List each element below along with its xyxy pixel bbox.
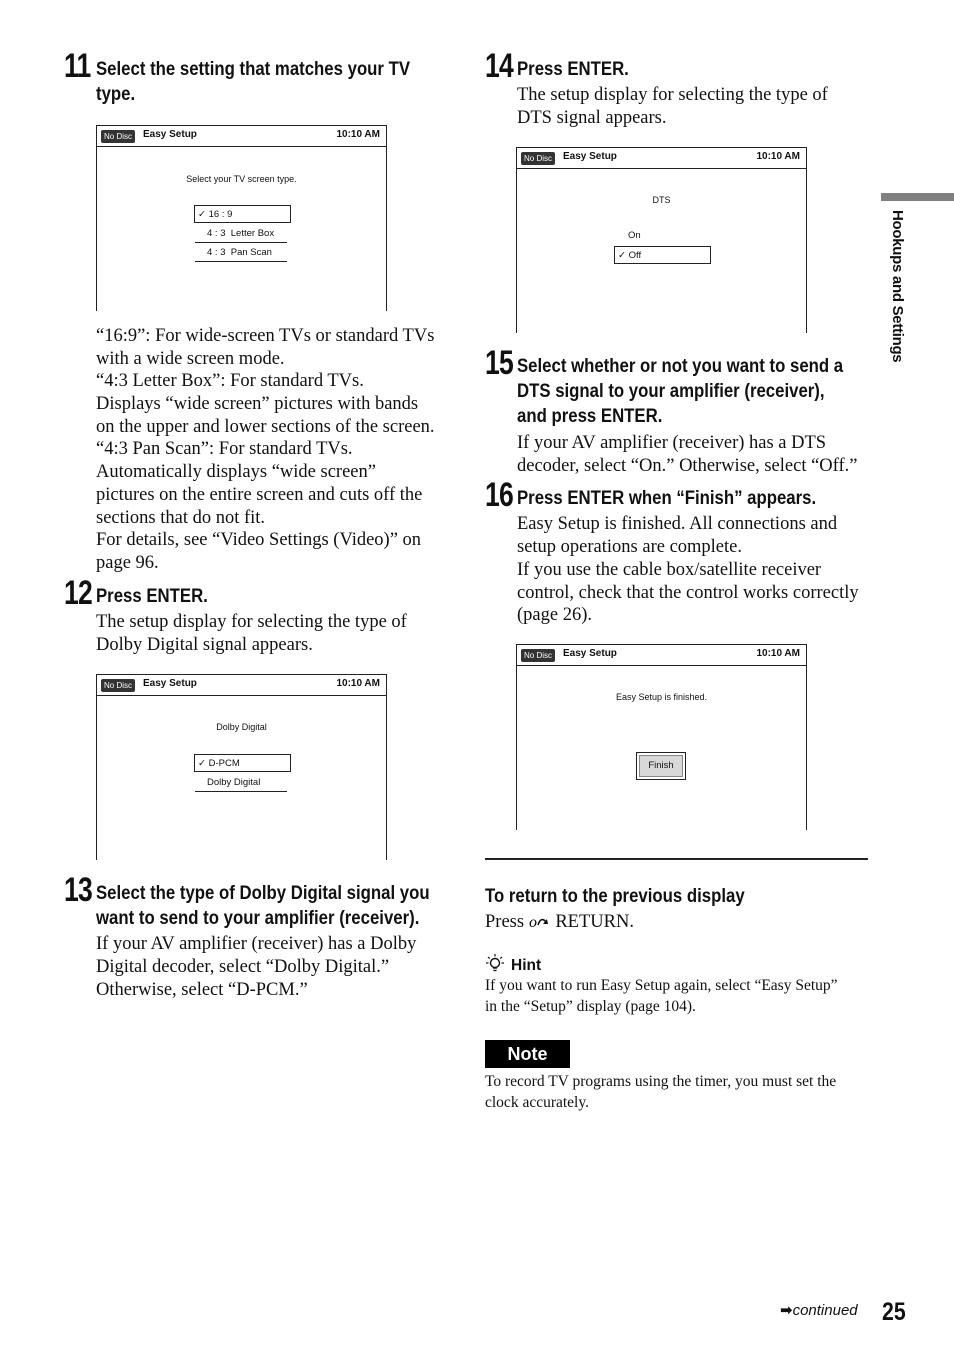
- finish-button[interactable]: [636, 752, 686, 780]
- no-disc-badge: No Disc: [521, 649, 555, 662]
- option-selected[interactable]: [194, 205, 291, 223]
- text-line: with a wide screen mode.: [96, 349, 285, 369]
- text-line: control, check that the control works correctly: [517, 583, 859, 603]
- screen-message: Dolby Digital: [216, 722, 267, 732]
- option-selected[interactable]: [614, 246, 711, 264]
- text-line: For details, see “Video Settings (Video)” on: [96, 530, 422, 550]
- screen-title: Easy Setup: [563, 648, 617, 659]
- screen-time: 10:10 AM: [336, 129, 380, 140]
- step-11-heading-line2: type.: [96, 83, 136, 105]
- step-15-heading-line3: and press ENTER.: [517, 405, 663, 427]
- text-line: pictures on the entire screen and cuts off the: [96, 485, 423, 505]
- option-pan-scan[interactable]: 4 : 3 Pan Scan: [195, 244, 287, 262]
- text-line: page 96.: [96, 553, 159, 573]
- side-tab-label: Hookups and Settings: [889, 210, 906, 363]
- step-11-heading-line1: Select the setting that matches your TV: [96, 58, 411, 80]
- text-line: Displays “wide screen” pictures with bands: [96, 394, 419, 414]
- text-line: If you use the cable box/satellite receiver: [517, 560, 822, 580]
- no-disc-badge: No Disc: [101, 679, 135, 692]
- option-letter-box[interactable]: 4 : 3 Letter Box: [195, 225, 287, 243]
- screen-time: 10:10 AM: [336, 678, 380, 689]
- step-15-body-line2: decoder, select “On.” Otherwise, select “Off.”: [517, 456, 858, 476]
- step-15-heading-line2: DTS signal to your amplifier (receiver),: [517, 380, 825, 402]
- option-label: Off: [628, 250, 642, 261]
- text-line: Automatically displays “wide screen”: [96, 462, 376, 482]
- hint-line2: in the “Setup” display (page 104).: [485, 998, 696, 1015]
- continued-marker: [780, 1301, 858, 1320]
- screen-title: Easy Setup: [143, 129, 197, 140]
- step-12-body-line1: The setup display for selecting the type of: [96, 612, 407, 632]
- option-dolby-digital[interactable]: Dolby Digital: [195, 774, 287, 792]
- section-divider: [485, 858, 868, 860]
- step-15-body-line1: If your AV amplifier (receiver) has a DTS: [517, 433, 827, 453]
- text-line: “4:3 Letter Box”: For standard TVs.: [96, 371, 364, 391]
- hint-header: [485, 953, 541, 975]
- return-heading: To return to the previous display: [485, 885, 745, 907]
- screen-message: DTS: [652, 195, 671, 205]
- step-13-body-line2: Digital decoder, select “Dolby Digital.”: [96, 957, 390, 977]
- no-disc-badge: No Disc: [521, 152, 555, 165]
- text-line: Easy Setup is finished. All connections and: [517, 514, 838, 534]
- text-line: “16:9”: For wide-screen TVs or standard TVs: [96, 326, 435, 346]
- tv-type-screen: [96, 125, 387, 311]
- finish-screen: [516, 644, 807, 830]
- step-14-number: 14: [485, 47, 513, 85]
- dts-screen: [516, 147, 807, 333]
- note-label: Note: [507, 1044, 548, 1064]
- press-text: Press: [485, 912, 525, 932]
- step-12-number: 12: [64, 574, 92, 612]
- svg-text:o: o: [528, 914, 537, 929]
- text-line: “4:3 Pan Scan”: For standard TVs.: [96, 439, 353, 459]
- option-on[interactable]: On: [628, 230, 641, 241]
- text-line: on the upper and lower sections of the screen.: [96, 417, 435, 437]
- continued-label: continued: [792, 1302, 858, 1319]
- note-line2: clock accurately.: [485, 1094, 589, 1111]
- hint-line1: If you want to run Easy Setup again, select “Easy Setup”: [485, 977, 838, 994]
- step-16-number: 16: [485, 476, 513, 514]
- screen-message: Select your TV screen type.: [186, 174, 297, 184]
- step-15-number: 15: [485, 344, 513, 382]
- step-13-heading-line2: want to send to your amplifier (receiver).: [96, 907, 420, 929]
- return-instruction: [485, 911, 634, 936]
- step-16-heading: Press ENTER when “Finish” appears.: [517, 487, 817, 509]
- step-13-body-line3: Otherwise, select “D-PCM.”: [96, 980, 308, 1000]
- screen-title-bar: [97, 126, 386, 147]
- step-15-heading-line1: Select whether or not you want to send a: [517, 355, 844, 377]
- step-13-body-line1: If your AV amplifier (receiver) has a Dolby: [96, 934, 417, 954]
- step-12-heading: Press ENTER.: [96, 585, 208, 607]
- step-13-heading-line1: Select the type of Dolby Digital signal you: [96, 882, 430, 904]
- screen-time: 10:10 AM: [756, 648, 800, 659]
- check-icon: ✓: [618, 250, 626, 261]
- step-14-body-line1: The setup display for selecting the type of: [517, 85, 828, 105]
- arrow-right-icon: ➡: [780, 1301, 793, 1319]
- text-line: setup operations are complete.: [517, 537, 742, 557]
- step-13-number: 13: [64, 871, 92, 909]
- step-11-number: 11: [64, 47, 91, 85]
- finish-button-label: Finish: [639, 755, 683, 777]
- return-icon: [529, 913, 551, 936]
- note-badge: [485, 1040, 570, 1068]
- check-icon: ✓: [198, 758, 206, 769]
- return-label: RETURN.: [555, 912, 634, 932]
- step-12-body-line2: Dolby Digital signal appears.: [96, 635, 313, 655]
- text-line: (page 26).: [517, 605, 592, 625]
- side-tab-bar: [881, 193, 954, 201]
- page-number: 25: [882, 1298, 906, 1326]
- option-label: 16 : 9: [208, 209, 233, 220]
- screen-title-bar: [517, 645, 806, 666]
- step-14-body-line2: DTS signal appears.: [517, 108, 667, 128]
- note-line1: To record TV programs using the timer, you must set the: [485, 1073, 837, 1090]
- screen-title-bar: [97, 675, 386, 696]
- step-14-heading: Press ENTER.: [517, 58, 629, 80]
- no-disc-badge: No Disc: [101, 130, 135, 143]
- option-selected[interactable]: [194, 754, 291, 772]
- screen-title: Easy Setup: [563, 151, 617, 162]
- text-line: sections that do not fit.: [96, 508, 266, 528]
- screen-message: Easy Setup is finished.: [615, 692, 708, 702]
- option-label: D-PCM: [208, 758, 240, 769]
- screen-title-bar: [517, 148, 806, 169]
- screen-time: 10:10 AM: [756, 151, 800, 162]
- hint-label: Hint: [511, 957, 542, 974]
- screen-title: Easy Setup: [143, 678, 197, 689]
- check-icon: ✓: [198, 209, 206, 220]
- dolby-digital-screen: [96, 674, 387, 860]
